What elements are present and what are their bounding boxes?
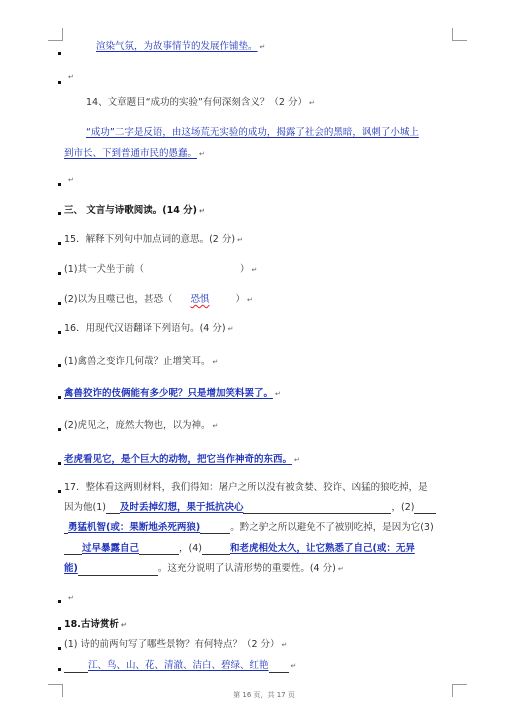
answer-line: 渲染气氛，为故事情节的发展作铺垫。 ↵	[96, 41, 266, 52]
question-17-line-2: 因为他(1) 及时丢掉幻想，果于抵抗决心 ，(2)	[64, 501, 484, 514]
empty-paragraph: ↵	[68, 73, 74, 81]
paragraph-mark	[58, 627, 61, 630]
answer-14-line-2: 到市长、下到普通市民的愚蠢。 ↵	[64, 148, 205, 159]
question-15-2: (2)以为且噬已也，甚恐（ 恐惧 ） ↵	[64, 294, 253, 305]
paragraph-mark	[58, 396, 61, 399]
paragraph-mark	[58, 428, 61, 431]
section-3-heading: 三、 文言与诗歌阅读。(14 分) ↵	[64, 205, 205, 216]
paragraph-mark	[58, 490, 61, 493]
empty-paragraph: ↵	[68, 176, 74, 184]
question-18-heading: 18.古诗赏析 ↵	[64, 619, 127, 630]
page-footer: 第 16 页，共 17 页	[233, 691, 295, 699]
answer-16-1: 禽兽狡诈的伎俩能有多少呢？只是增加笑料罢了。 ↵	[64, 388, 281, 399]
crop-mark-top-left	[48, 28, 63, 41]
paragraph-mark	[58, 52, 61, 55]
answer-18-1: 江、鸟、山、花、清澈、洁白、碧绿、红艳 ↵	[64, 659, 484, 673]
paragraph-mark	[58, 364, 61, 367]
question-15: 15．解释下列句中加点词的意思。(2 分) ↵	[64, 234, 243, 245]
empty-paragraph: ↵	[68, 594, 74, 602]
paragraph-mark	[58, 272, 61, 275]
paragraph-mark	[58, 668, 61, 671]
paragraph-mark	[58, 647, 61, 650]
paragraph-mark	[58, 242, 61, 245]
answer-14-line-1: “成功”二字是反语，由这场荒无实验的成功，揭露了社会的黑暗，讽刺了小城上	[86, 127, 419, 138]
question-16-1: (1)禽兽之变诈几何哉？止增笑耳。 ↵	[64, 356, 219, 367]
paragraph-mark	[58, 462, 61, 465]
question-17-line-3: 勇猛机智(或：果断地杀死两狼) 。黔之驴之所以避免不了被别吃掉，是因为它(3)	[64, 521, 484, 534]
paragraph-mark	[58, 600, 61, 603]
question-16-2: (2)虎见之，庞然大物也，以为神。 ↵	[64, 420, 219, 431]
paragraph-mark	[58, 302, 61, 305]
question-16: 16．用现代汉语翻译下列语句。(4 分) ↵	[64, 323, 234, 334]
question-14: 14、文章题目“成功的实验”有何深刻含义？（2 分） ↵	[86, 97, 315, 108]
paragraph-mark	[58, 331, 61, 334]
paragraph-mark	[58, 183, 61, 186]
question-17-line-1: 17．整体看这两则材料，我们得知：屠户之所以没有被贪婪、狡诈、凶猛的狼吃掉，是	[64, 482, 428, 493]
question-18-1: (1) 诗的前两句写了哪些景物？有何特点？（2 分） ↵	[64, 639, 288, 650]
question-17-line-5: 能) 。这充分说明了认清形势的重要性。(4 分) ↵	[64, 563, 344, 574]
paragraph-mark	[58, 212, 61, 215]
question-15-1: (1)其一犬坐于前（ ） ↵	[64, 264, 258, 275]
answer-16-2: 老虎看见它，是个巨大的动物，把它当作神奇的东西。 ↵	[64, 454, 300, 465]
question-17-line-4: 过早暴露自己 ，(4) 和老虎相处太久，让它熟悉了自己(或：无异	[64, 542, 484, 555]
paragraph-mark	[58, 81, 61, 84]
